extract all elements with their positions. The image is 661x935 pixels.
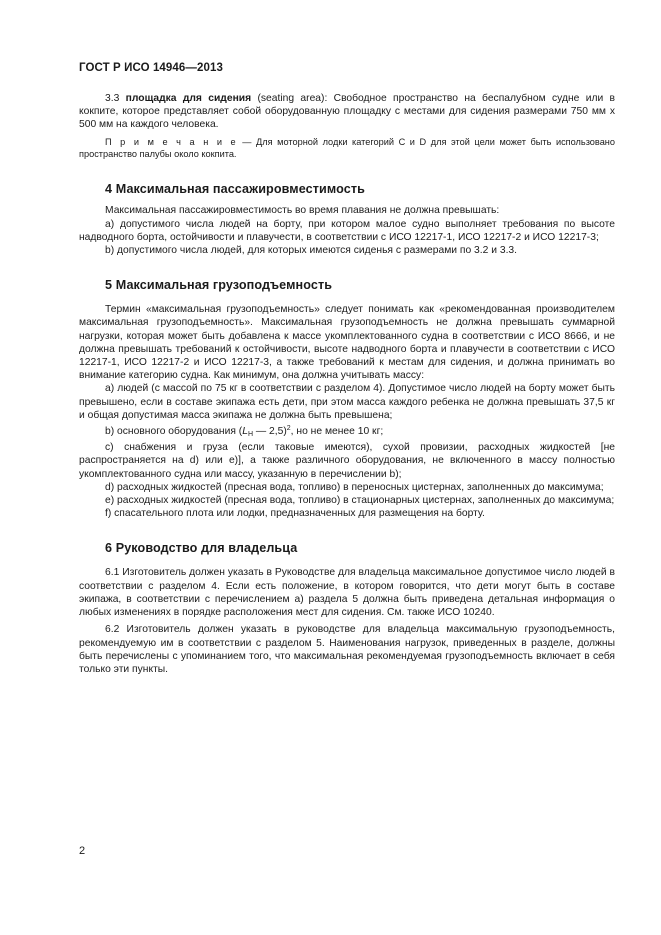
section-6-title: 6 Руководство для владельца xyxy=(105,541,298,556)
page-number: 2 xyxy=(79,845,86,857)
note-label: П р и м е ч а н и е xyxy=(105,136,238,147)
section-5-item-c: с) снабжения и груза (если таковые имеются), сухой провизии, расходных жидкостей [не распространяется на d) или е)], а также различного оборудования, не включенного в массу полностью укомплектованного судна или массу, указанную в перечислении b); xyxy=(79,442,615,480)
section-6-1: 6.1 Изготовитель должен указать в Руководстве для владельца максимальное допустимое число людей в соответствии с разделом 4. Если есть положение, в котором говорится, что дети могут быть в составе экипажа, в соответствии с перечислением а) раздела 5 должна быть приведена детальная информация о любых изменениях в порядке расположения мест для сидения. См. также ИСО 10240. xyxy=(79,567,615,619)
document-header: ГОСТ Р ИСО 14946—2013 xyxy=(79,62,224,74)
item-b-text-mid: — 2,5) xyxy=(253,426,287,438)
item-b-text-start: b) основного оборудования ( xyxy=(105,426,243,438)
section-5-item-f: f) спасательного плота или лодки, предназначенных для размещения на борту. xyxy=(105,508,485,520)
definition-term: площадка для сидения xyxy=(125,93,252,104)
section-5-item-b xyxy=(79,422,615,441)
item-b-text-end: , но не менее 10 кг; xyxy=(290,426,384,438)
section-5-intro: Термин «максимальная грузоподъемность» следует понимать как «рекомендованная производителем максимальная грузоподъемность». Максимальная грузоподъемность не должна превышать суммарной нагрузки, которая может быть добавлена к массе укомплектованного судна в соответствии с ИСО 8666, и не должна превышать требований к остойчивости, высоте надводного борта и плавучести в соответствии с ИСО 12217-1, ИСО 12217-2 и ИСО 12217-3, а также требований к местам для сидения, и должна принимать во внимание категорию судна. Как минимум, она должна учитывать массу: xyxy=(79,304,615,382)
section-5-item-a: а) людей (с массой по 75 кг в соответствии с разделом 4). Допустимое число людей на борту может быть превышено, если в составе экипажа есть дети, при этом масса каждого ребенка не должна превышать 37,5 кг и общая допустимая масса экипажа не должна быть превышена; xyxy=(79,383,615,421)
note-text: — Для моторной лодки категорий С и D для этой цели может быть использовано пространство палубы около кокпита. xyxy=(79,136,615,160)
section-6-2: 6.2 Изготовитель должен указать в руководстве для владельца максимальную грузоподъемность, рекомендуемую им в соответствии с разделом 5. Наименования нагрузок, приведенных в разделе, должны быть перечислены с упоминанием того, что максимальная рекомендуемая грузоподъемность включает в себя только эти пункты. xyxy=(79,624,615,675)
definition-text: (seating area): Свободное пространство на беспалубном судне или в кокпите, которое представляет собой оборудованную площадку с местами для сидения размерами 750 мм х 500 мм на каждого человека. xyxy=(79,93,615,131)
note xyxy=(79,136,615,161)
section-5-item-e: е) расходных жидкостей (пресная вода, топливо) в стационарных цистернах, заполненных до максимума; xyxy=(105,495,615,507)
section-5-title: 5 Максимальная грузоподъемность xyxy=(105,278,333,293)
document-body xyxy=(79,92,615,676)
section-4-intro: Максимальная пассажировместимость во время плавания не должна превышать: xyxy=(105,205,500,217)
section-4-title: 4 Максимальная пассажировместимость xyxy=(105,182,365,197)
section-4-item-a: а) допустимого числа людей на борту, при котором малое судно выполняет требования по высоте надводного борта, остойчивости и плавучести, в соответствии с ИСО 12217-1, ИСО 12217-2 и ИСО 12217-3; xyxy=(79,218,615,243)
length-subscript: H xyxy=(247,431,253,439)
definition-number: 3.3 xyxy=(105,93,120,104)
definition-3-3 xyxy=(79,92,615,132)
length-symbol: L xyxy=(242,426,248,438)
section-4-item-b: b) допустимого числа людей, для которых имеются сиденья с размерами по 3.2 и 3.3. xyxy=(105,245,518,257)
section-5-item-d: d) расходных жидкостей (пресная вода, топливо) в переносных цистернах, заполненных до максимума; xyxy=(105,481,604,493)
square-superscript: 2 xyxy=(286,425,291,433)
